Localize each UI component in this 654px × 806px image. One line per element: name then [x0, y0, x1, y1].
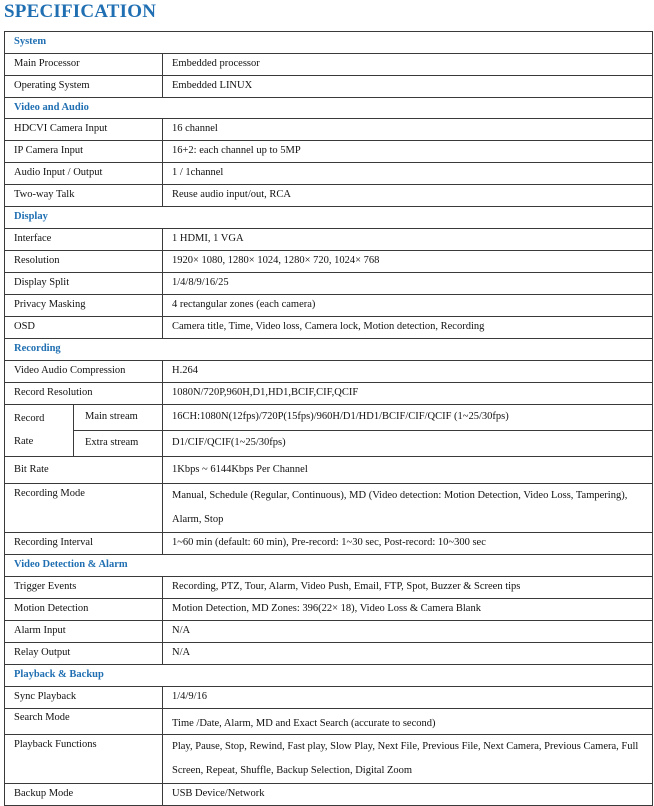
main-stream-value: 16CH:1080N(12fps)/720P(15fps)/960H/D1/HD1/BCIF/CIF/QCIF (1~25/30fps): [163, 405, 653, 431]
row-value: 4 rectangular zones (each camera): [163, 295, 653, 317]
table-row: [5, 784, 653, 806]
row-label: Recording Mode: [5, 484, 163, 533]
section-header-row: [5, 32, 653, 54]
table-row: [5, 76, 653, 98]
section-header-row: [5, 98, 653, 119]
row-label: Motion Detection: [5, 599, 163, 621]
row-value: N/A: [163, 621, 653, 643]
table-row: [5, 577, 653, 599]
row-label: Record Resolution: [5, 383, 163, 405]
row-value: 1~60 min (default: 60 min), Pre-record: 1~30 sec, Post-record: 10~300 sec: [163, 533, 653, 555]
row-label: Trigger Events: [5, 577, 163, 599]
row-label: Playback Functions: [5, 735, 163, 784]
table-row: [5, 295, 653, 317]
row-label: Alarm Input: [5, 621, 163, 643]
row-value: Embedded LINUX: [163, 76, 653, 98]
row-value: Recording, PTZ, Tour, Alarm, Video Push, Email, FTP, Spot, Buzzer & Screen tips: [163, 577, 653, 599]
table-row: [5, 599, 653, 621]
page-title: SPECIFICATION: [4, 1, 157, 22]
record-rate-label: [5, 405, 74, 457]
row-label: Video Audio Compression: [5, 361, 163, 383]
table-row: [5, 533, 653, 555]
extra-stream-label: Extra stream: [74, 431, 163, 457]
row-label: Privacy Masking: [5, 295, 163, 317]
row-label: HDCVI Camera Input: [5, 119, 163, 141]
row-value: 1 / 1channel: [163, 163, 653, 185]
row-value: [163, 484, 653, 533]
row-value-line2: Screen, Repeat, Shuffle, Backup Selection, Digital Zoom: [172, 765, 413, 776]
row-value: 16 channel: [163, 119, 653, 141]
row-value: USB Device/Network: [163, 784, 653, 806]
table-row: [5, 687, 653, 709]
row-value: 1Kbps ~ 6144Kbps Per Channel: [163, 457, 653, 484]
extra-stream-value: D1/CIF/QCIF(1~25/30fps): [163, 431, 653, 457]
row-label: Recording Interval: [5, 533, 163, 555]
section-header-row: [5, 665, 653, 687]
record-rate-label-line2: Rate: [14, 435, 34, 447]
table-row: [5, 141, 653, 163]
section-system: System: [5, 32, 653, 54]
row-value: 1/4/9/16: [163, 687, 653, 709]
section-recording: Recording: [5, 339, 653, 361]
row-label: IP Camera Input: [5, 141, 163, 163]
section-header-row: [5, 207, 653, 229]
row-value: 1 HDMI, 1 VGA: [163, 229, 653, 251]
row-value: Embedded processor: [163, 54, 653, 76]
section-header-row: [5, 555, 653, 577]
row-value: 1080N/720P,960H,D1,HD1,BCIF,CIF,QCIF: [163, 383, 653, 405]
table-row: [5, 163, 653, 185]
section-header-row: [5, 339, 653, 361]
table-row: [5, 273, 653, 295]
row-value: Motion Detection, MD Zones: 396(22× 18), Video Loss & Camera Blank: [163, 599, 653, 621]
section-video-audio: Video and Audio: [5, 98, 653, 119]
table-row: [5, 431, 653, 457]
table-row: [5, 383, 653, 405]
table-row: [5, 621, 653, 643]
table-row: [5, 405, 653, 431]
table-row: [5, 54, 653, 76]
row-value: 1920× 1080, 1280× 1024, 1280× 720, 1024× 768: [163, 251, 653, 273]
specification-table: [4, 31, 653, 806]
row-label: Audio Input / Output: [5, 163, 163, 185]
table-row: [5, 119, 653, 141]
row-value: H.264: [163, 361, 653, 383]
section-video-detection-alarm: Video Detection & Alarm: [5, 555, 653, 577]
row-label: Display Split: [5, 273, 163, 295]
row-label: Two-way Talk: [5, 185, 163, 207]
section-display: Display: [5, 207, 653, 229]
row-value-line1: Play, Pause, Stop, Rewind, Fast play, Slow Play, Next File, Previous File, Next Camera, Previous Camera, Full: [172, 741, 639, 752]
row-value-line1: Manual, Schedule (Regular, Continuous), MD (Video detection: Motion Detection, Video Loss, Tampering),: [172, 490, 628, 501]
table-row: [5, 457, 653, 484]
row-label: Operating System: [5, 76, 163, 98]
table-row: [5, 229, 653, 251]
table-row: [5, 251, 653, 273]
row-value: Camera title, Time, Video loss, Camera lock, Motion detection, Recording: [163, 317, 653, 339]
table-row: [5, 317, 653, 339]
row-label: Search Mode: [5, 709, 163, 735]
row-value: Reuse audio input/out, RCA: [163, 185, 653, 207]
record-rate-label-line1: Record: [14, 412, 45, 424]
row-value: 16+2: each channel up to 5MP: [163, 141, 653, 163]
table-row: [5, 643, 653, 665]
row-label: Backup Mode: [5, 784, 163, 806]
section-playback-backup: Playback & Backup: [5, 665, 653, 687]
row-value: Time /Date, Alarm, MD and Exact Search (accurate to second): [163, 709, 653, 735]
row-value: [163, 735, 653, 784]
table-row: [5, 185, 653, 207]
table-row: [5, 484, 653, 533]
row-label: Sync Playback: [5, 687, 163, 709]
main-stream-label: Main stream: [74, 405, 163, 431]
row-label: OSD: [5, 317, 163, 339]
row-label: Main Processor: [5, 54, 163, 76]
row-label: Interface: [5, 229, 163, 251]
row-value: 1/4/8/9/16/25: [163, 273, 653, 295]
table-row: [5, 735, 653, 784]
row-value: N/A: [163, 643, 653, 665]
row-value-line2: Alarm, Stop: [172, 514, 224, 525]
table-row: [5, 709, 653, 735]
row-label: Bit Rate: [5, 457, 163, 484]
row-label: Relay Output: [5, 643, 163, 665]
table-row: [5, 361, 653, 383]
row-label: Resolution: [5, 251, 163, 273]
